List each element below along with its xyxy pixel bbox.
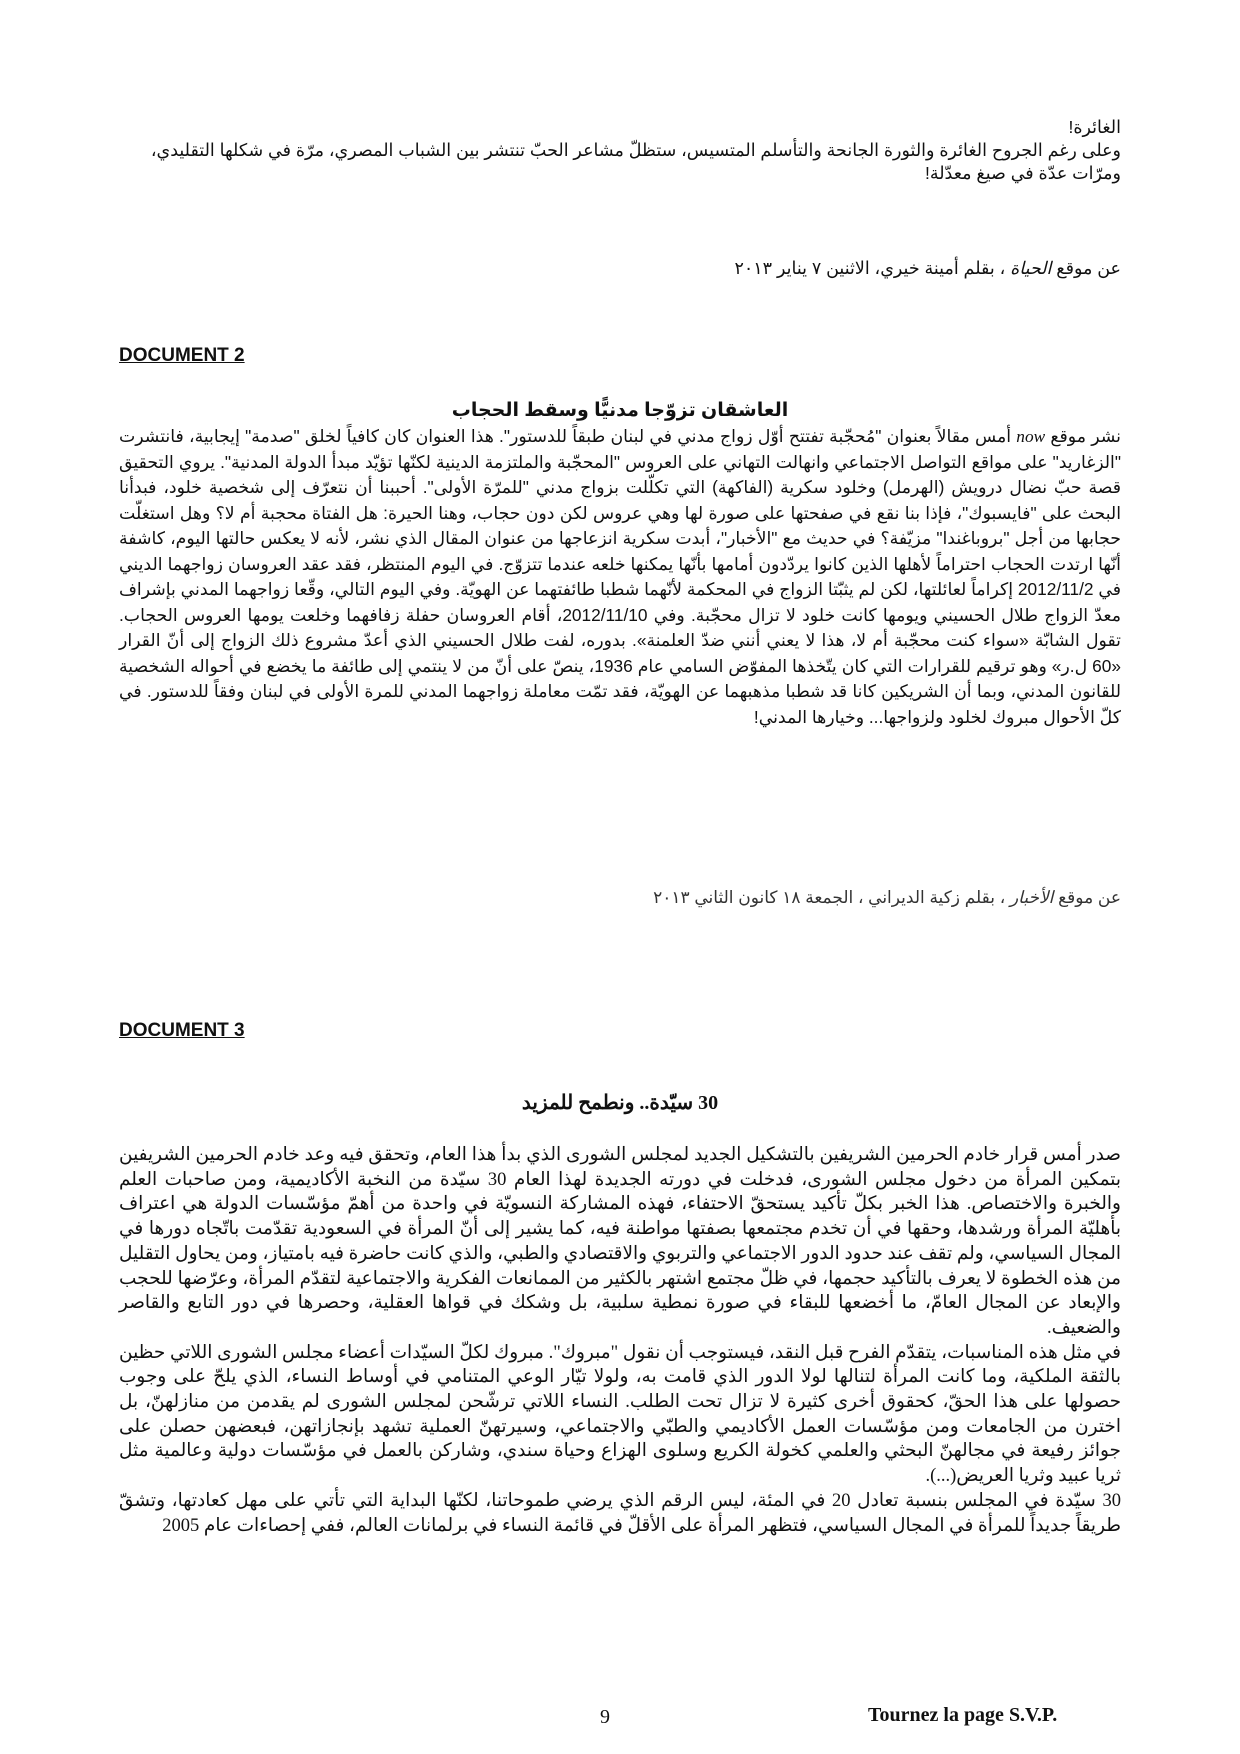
doc2-source-rest: ، بقلم زكية الديراني ، الجمعة ١٨ كانون الثاني ٢٠١٣ bbox=[653, 888, 1006, 907]
doc2-source-site: الأخبار bbox=[1009, 888, 1054, 907]
intro-line-1: الغائرة! bbox=[1068, 117, 1121, 137]
source-line-1 bbox=[119, 258, 1121, 279]
doc2-body-site: now bbox=[1016, 427, 1046, 446]
source-prefix: عن موقع bbox=[1056, 258, 1121, 278]
doc3-paragraph-2: في مثل هذه المناسبات، يتقدّم الفرح قبل النقد، فيستوجب أن نقول "مبروك". مبروك لكلّ السيّدات أعضاء مجلس الشورى اللاتي حظين بالثقة الملكية، وما كانت المرأة لتنالها لولا الدور الذي قامت به، ولولا تيّار الوعي المتنامي في أوساط النساء، الذي يلحّ على وجوب حصولها على هذا الحقّ، كحقوق أخرى كثيرة لا تزال تحت الطلب. النساء اللاتي ترشّحن لمجلس الشورى لم يقدمن من منازلهنّ، بل اخترن من الجامعات ومن مؤسّسات العمل الأكاديمي والطبّي والاجتماعي، وسيرتهنّ العملية تشهد بإنجازاتهن، فبعضهن حصلن على جوائز رفيعة في مجالهنّ البحثي والعلمي كخولة الكريع وسلوى الهزاع وحياة سندي، وشاركن بالعمل في مؤسّسات دولية وعالمية مثل ثريا عبيد وثريا العريض(...). bbox=[119, 1342, 1121, 1487]
doc3-paragraph-1: صدر أمس قرار خادم الحرمين الشريفين بالتشكيل الجديد لمجلس الشورى الذي بدأ هذا العام، وتحقق فيه وعد خادم الحرمين الشريفين بتمكين المرأة من دخول مجلس الشورى، فدخلت في دورته الجديدة لهذا العام 30 سيّدة من النخبة الأكاديمية، ومن صاحبات العلم والخبرة والاختصاص. هذا الخبر بكلّ تأكيد يستحقّ الاحتفاء، فهذه المشاركة النسويّة في واحدة من أهمّ مؤسّسات الدولة هي اعتراف بأهليّة المرأة ورشدها، وحقها في أن تخدم مجتمعها بصفتها مواطنة فيه، كما يشير إلى أنّ المرأة في السعودية تقدّمت باتّجاه دورها في المجال السياسي، ولم تقف عند حدود الدور الاجتماعي والتربوي والاقتصادي والطبي، والذي كانت حاضرة فيه بامتياز، ومن يحاول التقليل من هذه الخطوة لا يعرف بالتأكيد حجمها، في ظلّ مجتمع اشتهر بالكثير من الممانعات الفكرية والاجتماعية لتقدّم المرأة، وعرّضها للحجب والإبعاد عن المجال العامّ، ما أخضعها للبقاء في صورة نمطية سلبية، بل وشكك في قواها العقلية، وحصرها في دور التابع والقاصر والضعيف. bbox=[119, 1145, 1122, 1338]
document-2-title: العاشقان تزوّجا مدنيًّا وسقط الحجاب bbox=[451, 400, 789, 421]
document-3-title: 30 سيّدة.. ونطمح للمزيد bbox=[521, 1092, 719, 1114]
doc2-source-prefix: عن موقع bbox=[1058, 888, 1121, 907]
document-3-body bbox=[119, 1143, 1121, 1538]
turn-page-note: Tournez la page S.V.P. bbox=[868, 1704, 1058, 1726]
doc3-paragraph-3: 30 سيّدة في المجلس بنسبة تعادل 20 في المئة، ليس الرقم الذي يرضي طموحاتنا، لكنّها البداية التي تأتي على مهل كعادتها، وتشقّ طريقاً جديداً للمرأة في المجال السياسي، فتظهر المرأة على الأقلّ في قائمة النساء في برلمانات العالم، ففي إحصاءات عام 2005 bbox=[119, 1490, 1121, 1536]
page-number: 9 bbox=[600, 1706, 610, 1728]
document-2-body bbox=[119, 424, 1121, 730]
source-line-2 bbox=[119, 888, 1121, 908]
intro-paragraph bbox=[119, 116, 1121, 185]
source-site: الحياة bbox=[1010, 258, 1052, 278]
doc2-body-start: نشر موقع bbox=[1050, 426, 1121, 446]
doc2-body-text: أمس مقالاً بعنوان "مُحجّبة تفتتح أوّل زواج مدني في لبنان طبقاً للدستور". هذا العنوان كان كافياً لخلق "صدمة" إيجابية، فانتشرت "الزغاريد" على مواقع التواصل الاجتماعي وانهالت التهاني على العروس "المحجّبة والملتزمة الدينية لكنّها تؤيّد مبدأ الدولة المدنية". يروي التحقيق قصة حبّ نضال درويش (الهرمل) وخلود سكرية (الفاكهة) التي تكلّلت بزواج مدني "للمرّة الأولى". أحببنا أن نتعرّف إلى شخصية خلود، فبدأنا البحث على "فايسبوك"، فإذا بنا نقع في صفحتها على صورة لها وهي عروس لكن دون حجاب، وهنا الحيرة: هل الفتاة محجبة أم لا؟ وهل استغلّت حجابها من أجل "بروباغندا" مزيّفة؟ في حديث مع "الأخبار"، أبدت سكرية انزعاجها من عنوان المقال الذي نشر، لأنه لا يعكس حالتها اليوم، كاشفة أنّها ارتدت الحجاب احتراماً لأهلها الذين كانوا يردّدون أمامها بأنّها يمكنها خلعه عندما تتزوّج. في اليوم المنتظر، فقد عقد العروسان زواجهما الديني في 2012/11/2 إكراماً لعائلتها، لكن لم يثبّتا الزواج في المحكمة لأنّهما شطبا طائفتهما عن الهويّة. وفي اليوم التالي، وقّعا زواجهما المدني بإشراف معدّ الزواج طلال الحسيني ويومها كانت خلود لا تزال محجّبة. وفي 2012/11/10، أقام العروسان حفلة زفافهما وخلعت يومها العروس الحجاب. تقول الشابّة «سواء كنت محجّبة أم لا، هذا لا يعني أنني ضدّ العلمنة». بدوره، لفت طلال الحسيني الذي أعدّ مشروع ذلك الزواج إلى أنّ القرار «60 ل.ر» وهو ترقيم للقرارات التي كان يتّخذها المفوّض السامي عام 1936، ينصّ على أنّ من لا ينتمي إلى طائفة ما يخضع في أحواله الشخصية للقانون المدني، وبما أن الشريكين كانا قد شطبا مذهبهما عن الهويّة، فقد تمّت معاملة زواجهما المدني للمرة الأولى في لبنان وفقاً للدستور. في كلّ الأحوال مبروك لخلود ولزواجها... وخيارها المدني! bbox=[119, 426, 1122, 727]
source-rest: ، بقلم أمينة خيري، الاثنين ٧ يناير ٢٠١٣ bbox=[734, 258, 1006, 278]
document-2-label: DOCUMENT 2 bbox=[119, 345, 245, 366]
intro-line-2: وعلى رغم الجروح الغائرة والثورة الجانحة والتأسلم المتسيس، ستظلّ مشاعر الحبّ تنتشر بين الشباب المصري، مرّة في شكلها التقليدي، ومرّات عدّة في صيغ معدّلة! bbox=[150, 140, 1121, 183]
document-3-label: DOCUMENT 3 bbox=[119, 1020, 245, 1041]
